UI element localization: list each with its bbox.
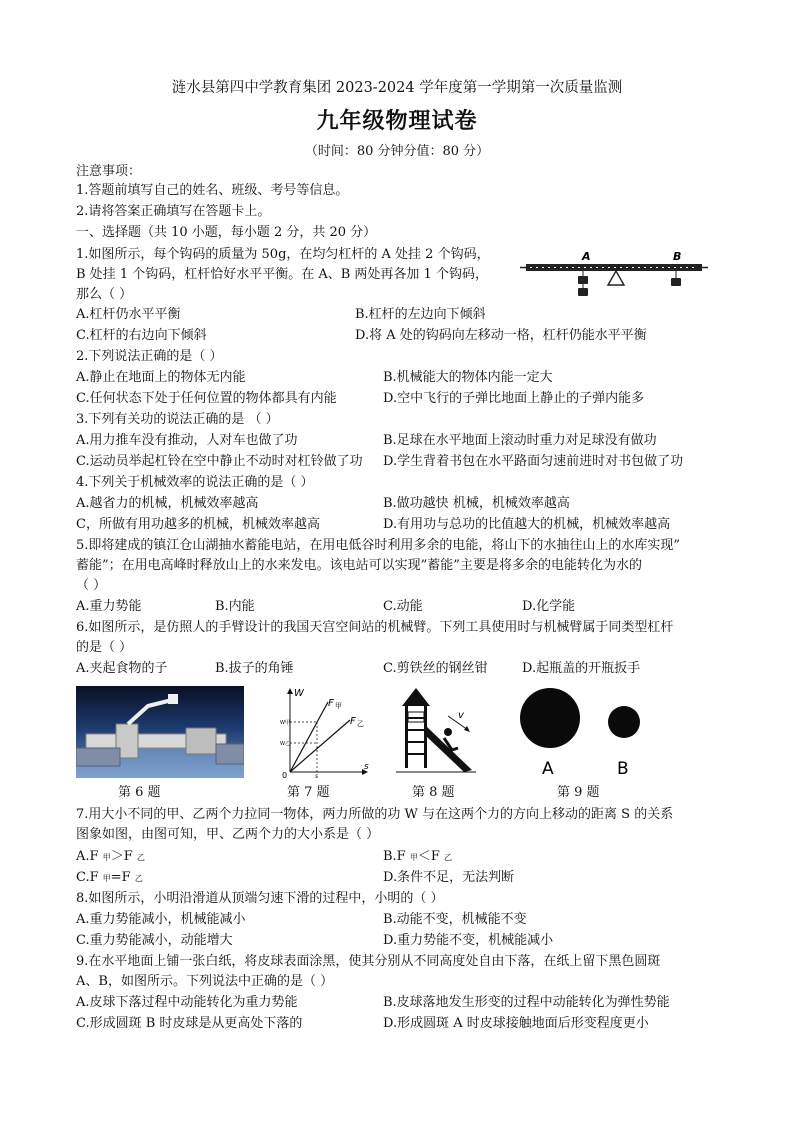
hook-weight-icon (578, 288, 588, 296)
q3-stem: 3.下列有关功的说法正确的是 （ ） (76, 412, 279, 427)
q1-stem-line: 那么（ ） (76, 287, 133, 302)
q2-option-a: A.静止在地面上的物体无内能 (76, 370, 246, 385)
velocity-arrow-icon (464, 726, 470, 732)
q7-option-b: B.F 甲＜F 乙 (383, 849, 452, 864)
q1-stem-line: B 处挂 1 个钩码，杠杆恰好水平平衡。在 A、B 两处再各加 1 个钩码， (76, 267, 488, 282)
exam-title: 九年级物理试卷 (316, 108, 478, 134)
q2-stem: 2.下列说法正确的是（ ） (76, 349, 223, 364)
fulcrum-icon (608, 271, 624, 285)
q9-option-d: D.形成圆斑 A 时皮球接触地面后形变程度更小 (383, 1016, 649, 1031)
line-jia (290, 702, 328, 772)
q7-stem-line: 图象如图，由图可知，甲、乙两个力的大小系是（ ） (76, 827, 380, 842)
caption-fig8: 第 8 题 (412, 785, 455, 800)
spot-a-icon (520, 688, 580, 748)
q4-option-c: C，所做有用功越多的机械，机械效率越高 (76, 517, 320, 532)
q9-stem-line: 9.在水平地面上铺一张白纸，将皮球表面涂黑，使其分别从不同高度处自由下落，在纸上留下黑色圆斑 (76, 954, 661, 969)
line-yi (290, 720, 350, 772)
q8-option-c: C.重力势能减小，动能增大 (76, 933, 233, 948)
q2-option-c: C.任何状态下处于任何位置的物体都具有内能 (76, 391, 337, 406)
caption-fig6: 第 6 题 (118, 785, 161, 800)
q5-stem-line: （ ） (76, 578, 107, 593)
label-yi: 乙 (357, 720, 364, 728)
q7-option-d: D.条件不足，无法判断 (383, 870, 515, 885)
notes-heading: 注意事项： (76, 164, 142, 179)
note-item: 2.请将答案正确填写在答题卡上。 (76, 204, 271, 219)
label-f-jia: F (328, 698, 334, 709)
q3-option-b: B.足球在水平地面上滚动时重力对足球没有做功 (383, 433, 657, 448)
q7-stem-line: 7.用大小不同的甲、乙两个力拉同一物体，两力所做的功 W 与在这两个力的方向上移动的距离 S 的关系 (76, 807, 674, 822)
q4-option-d: D.有用功与总功的比值越大的机械，机械效率越高 (383, 517, 671, 532)
q1-option-a: A.杠杆仍水平平衡 (76, 307, 181, 322)
q2-option-d: D.空中飞行的子弹比地面上静止的子弹内能多 (383, 391, 645, 406)
q1-stem-line: 1.如图所示，每个钩码的质量为 50g，在均匀杠杆的 A 处挂 2 个钩码， (76, 247, 490, 262)
q9-option-b: B.皮球落地发生形变的过程中动能转化为弹性势能 (383, 995, 670, 1010)
q7-option-a: A.F 甲＞F 乙 (76, 849, 145, 864)
axis-w-label: W (294, 688, 304, 699)
q6-option-a: A.夹起食物的子 (76, 661, 168, 676)
section-heading: 一、选择题（共 10 小题，每小题 2 分，共 20 分） (76, 225, 377, 240)
lever-figure (520, 246, 710, 302)
q8-option-b: B.动能不变，机械能不变 (383, 912, 527, 927)
label-jia: 甲 (335, 702, 342, 710)
q4-stem: 4.下列关于机械效率的说法正确的是（ ） (76, 475, 314, 490)
work-distance-graph (280, 686, 370, 778)
q4-option-b: B.做功越快 机械，机械效率越高 (383, 496, 570, 511)
q7-option-c: C.F 甲=F 乙 (76, 870, 143, 885)
q8-stem: 8.如图所示，小明沿滑道从顶端匀速下滑的过程中，小明的（ ） (76, 891, 444, 906)
tick-w-yi: W乙 (280, 741, 290, 747)
label-b: B (673, 250, 682, 263)
exam-meta: （时间：80 分钟分值：80 分） (304, 144, 490, 159)
origin-label: 0 (282, 771, 288, 778)
q3-option-c: C.运动员举起杠铃在空中静止不动时对杠铃做了功 (76, 454, 363, 469)
spot-b-icon (608, 706, 640, 738)
q4-option-a: A.越省力的机械，机械效率越高 (76, 496, 259, 511)
q6-stem-line: 6.如图所示，是仿照人的手臂设计的我国天宫空间站的机械臂。下列工具使用时与机械臂属于同类型杠杆 (76, 620, 674, 635)
slide-figure (396, 686, 476, 778)
q9-option-a: A.皮球下落过程中动能转化为重力势能 (76, 995, 298, 1010)
q9-stem-line: A、B，如图所示。下列说法中正确的是（ ） (76, 974, 334, 989)
q6-stem-line: 的是（ ） (76, 640, 133, 655)
velocity-label: v (458, 710, 464, 721)
q5-option-c: C.动能 (383, 599, 423, 614)
q8-option-d: D.重力势能不变，机械能减小 (383, 933, 554, 948)
q6-option-b: B.拔子的角锤 (215, 661, 294, 676)
q2-option-b: B.机械能大的物体内能一定大 (383, 370, 553, 385)
space-station-photo (76, 686, 244, 778)
ball-spots-figure (516, 686, 662, 778)
q6-option-d: D.起瓶盖的开瓶扳手 (522, 661, 641, 676)
q1-option-b: B.杠杆的左边向下倾斜 (355, 307, 486, 322)
q3-option-a: A.用力推车没有推动，人对车也做了功 (76, 433, 298, 448)
q1-option-c: C.杠杆的右边向下倾斜 (76, 328, 207, 343)
hook-weight-icon (578, 276, 588, 284)
caption-fig9: 第 9 题 (557, 785, 600, 800)
q9-option-c: C.形成圆斑 B 时皮球是从更高处下落的 (76, 1016, 303, 1031)
hook-weight-icon (671, 278, 681, 286)
q5-stem-line: 5.即将建成的镇江仓山湖抽水蓄能电站，在用电低谷时利用多余的电能，将山下的水抽往山上的水库实现” (76, 538, 681, 553)
slide-roof-icon (402, 688, 430, 706)
tick-s0: s (315, 773, 319, 778)
q5-option-b: B.内能 (215, 599, 255, 614)
note-item: 1.答题前填写自己的姓名、班级、考号等信息。 (76, 183, 349, 198)
q3-option-d: D.学生背着书包在水平路面匀速前进时对书包做了功 (383, 454, 684, 469)
label-f-yi: F (350, 716, 356, 727)
axis-s-label: s (364, 762, 369, 772)
q5-option-a: A.重力势能 (76, 599, 142, 614)
q6-option-c: C.剪铁丝的钢丝钳 (383, 661, 488, 676)
q5-option-d: D.化学能 (522, 599, 576, 614)
spot-b-label: B (617, 759, 629, 778)
caption-fig7: 第 7 题 (287, 785, 330, 800)
q8-option-a: A.重力势能减小，机械能减小 (76, 912, 246, 927)
school-heading: 涟水县第四中学教育集团 2023-2024 学年度第一学期第一次质量监测 (171, 80, 623, 96)
spot-a-label: A (542, 759, 554, 778)
q5-stem-line: 蓄能”；在用电高峰时释放山上的水来发电。该电站可以实现”蓄能”主要是将多余的电能转化为水的 (76, 558, 642, 573)
label-a: A (582, 250, 591, 263)
tick-w-jia: W甲 (280, 720, 290, 726)
q1-option-d: D.将 A 处的钩码向左移动一格，杠杆仍能水平平衡 (355, 328, 647, 343)
child-icon (444, 728, 452, 736)
